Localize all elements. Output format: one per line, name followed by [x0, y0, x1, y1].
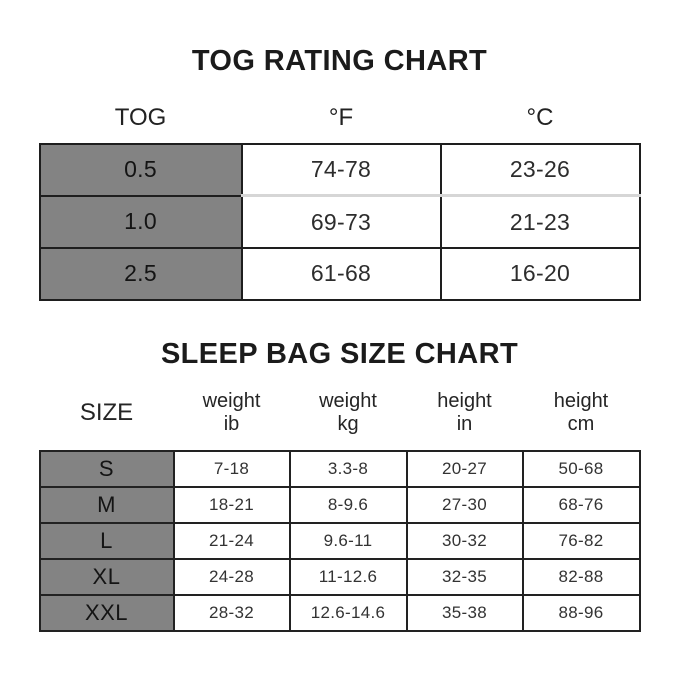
height-cm-cell: 68-76: [523, 487, 640, 523]
size-column-header-label: SIZE: [79, 398, 134, 426]
height-cm-cell: 50-68: [523, 451, 640, 487]
weight-kg-cell: 8-9.6: [290, 487, 407, 523]
height-in-cell: 35-38: [407, 595, 523, 631]
weight-kg-column-header: weight kg: [319, 389, 377, 435]
height-cm-column-header: height cm: [553, 389, 609, 435]
weight-lb-cell: 7-18: [174, 451, 290, 487]
weight-kg-cell: 3.3-8: [290, 451, 407, 487]
celsius-range-cell: 21-23: [441, 196, 640, 248]
size-label-cell: XL: [40, 559, 174, 595]
celsius-column-header: °C: [526, 103, 554, 131]
table-row: [40, 523, 640, 559]
weight-lb-cell: 28-32: [174, 595, 290, 631]
tog-value-cell: 1.0: [40, 196, 242, 248]
tog-value-cell: 0.5: [40, 144, 242, 196]
table-row: [40, 595, 640, 631]
height-cm-cell: 82-88: [523, 559, 640, 595]
tog-column-header: TOG: [114, 103, 167, 131]
size-header-row: [40, 372, 640, 451]
weight-kg-cell: 9.6-11: [290, 523, 407, 559]
size-label-cell: M: [40, 487, 174, 523]
fahrenheit-range-cell: 74-78: [242, 144, 441, 196]
table-row: [40, 248, 640, 300]
height-cm-cell: 88-96: [523, 595, 640, 631]
sleep-bag-size-table: [39, 372, 641, 632]
fahrenheit-range-cell: 69-73: [242, 196, 441, 248]
celsius-range-cell: 23-26: [441, 144, 640, 196]
tog-value-cell: 2.5: [40, 248, 242, 300]
height-in-cell: 30-32: [407, 523, 523, 559]
table-row: [40, 451, 640, 487]
height-in-cell: 32-35: [407, 559, 523, 595]
size-label-cell: L: [40, 523, 174, 559]
weight-lb-cell: 21-24: [174, 523, 290, 559]
table-row: [40, 487, 640, 523]
table-row: [40, 144, 640, 196]
weight-kg-cell: 11-12.6: [290, 559, 407, 595]
height-cm-cell: 76-82: [523, 523, 640, 559]
size-label-cell: S: [40, 451, 174, 487]
tog-rating-table: [39, 79, 641, 301]
celsius-range-cell: 16-20: [441, 248, 640, 300]
weight-kg-cell: 12.6-14.6: [290, 595, 407, 631]
height-in-cell: 20-27: [407, 451, 523, 487]
fahrenheit-column-header: °F: [328, 103, 354, 131]
table-row: [40, 196, 640, 248]
weight-lb-cell: 18-21: [174, 487, 290, 523]
height-in-cell: 27-30: [407, 487, 523, 523]
tog-chart-title: TOG RATING CHART: [191, 45, 488, 77]
table-row: [40, 559, 640, 595]
weight-lb-column-header: weight ib: [202, 389, 261, 435]
size-label-cell: XXL: [40, 595, 174, 631]
tog-header-row: [40, 79, 640, 144]
weight-lb-cell: 24-28: [174, 559, 290, 595]
size-chart-title: SLEEP BAG SIZE CHART: [160, 337, 519, 370]
size-column-header: [40, 372, 174, 451]
fahrenheit-range-cell: 61-68: [242, 248, 441, 300]
height-in-column-header: height in: [437, 389, 492, 435]
